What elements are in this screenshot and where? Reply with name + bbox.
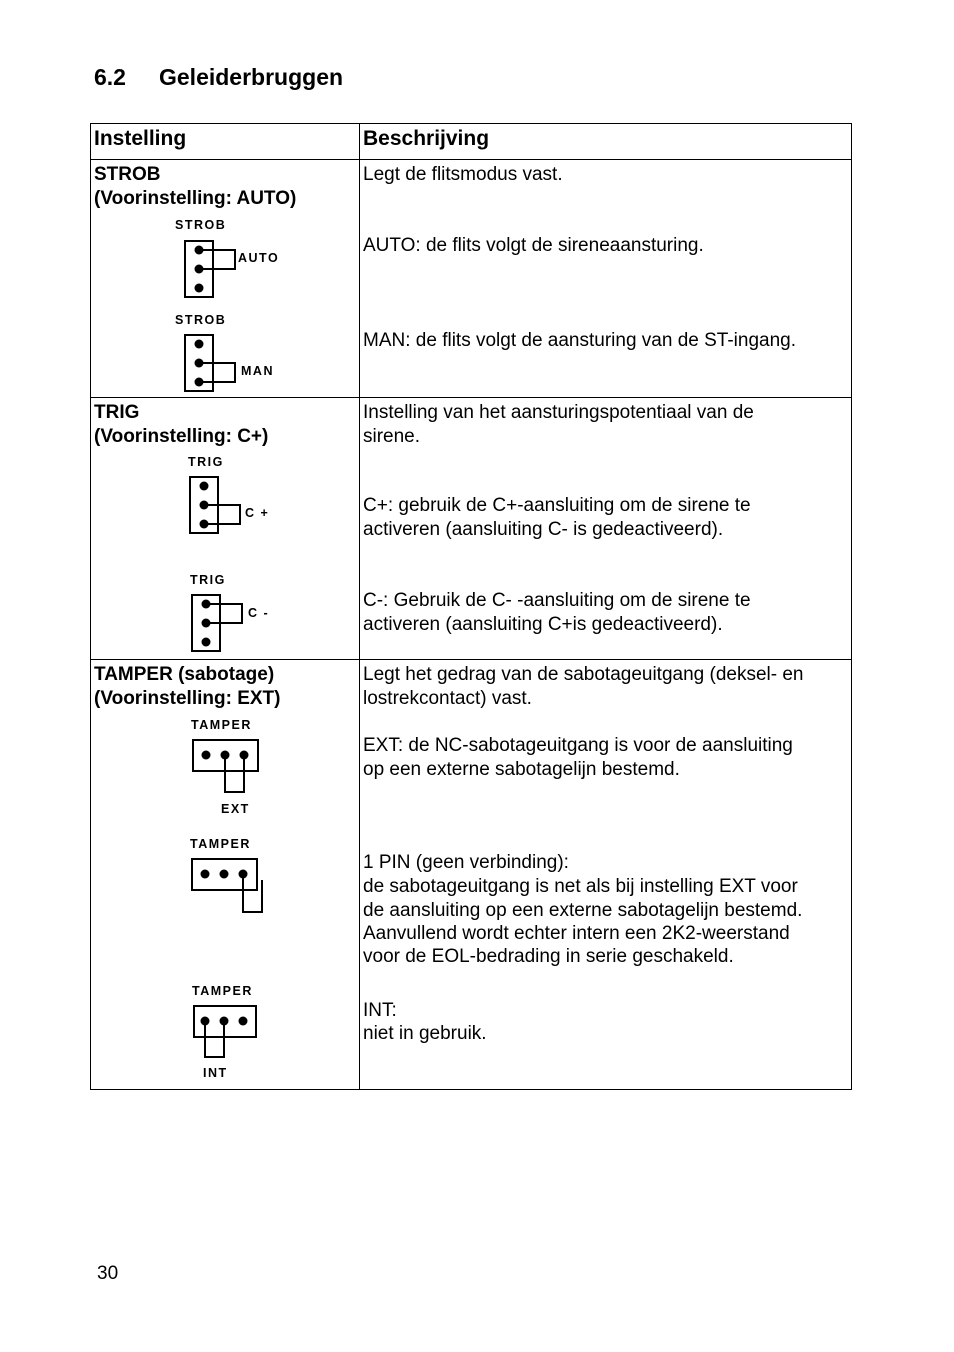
tamper-desc-intro-2: lostrekcontact) vast. xyxy=(363,688,532,709)
table-row-trig xyxy=(91,398,852,660)
tamper-desc-1pin-2: de sabotageuitgang is net als bij instelling EXT voor xyxy=(363,876,798,897)
strob-description-cell xyxy=(360,160,852,398)
trig-cminus-position-label: C - xyxy=(248,606,270,620)
table-row-tamper xyxy=(91,660,852,1090)
tamper-int-diagram-label: TAMPER xyxy=(192,984,253,998)
trig-desc-intro-2: sirene. xyxy=(363,426,421,447)
strob-name: STROB xyxy=(94,164,161,185)
trig-cplus-position-label: C + xyxy=(245,506,270,520)
tamper-ext-jumper-diagram xyxy=(191,738,261,796)
trig-default: (Voorinstelling: C+) xyxy=(94,426,269,447)
section-number: 6.2 xyxy=(94,64,126,90)
strob-auto-diagram-label: STROB xyxy=(175,218,227,232)
trig-cplus-jumper-diagram xyxy=(187,474,247,536)
header-setting: Instelling xyxy=(91,124,360,160)
tamper-1pin-jumper-diagram xyxy=(190,857,266,917)
header-description: Beschrijving xyxy=(360,124,852,160)
table-header-row xyxy=(91,124,852,160)
tamper-int-position-label: INT xyxy=(203,1066,228,1080)
tamper-setting-cell xyxy=(91,660,360,1090)
tamper-ext-diagram-label: TAMPER xyxy=(191,718,252,732)
strob-auto-position-label: AUTO xyxy=(238,251,280,265)
trig-desc-cplus-1: C+: gebruik de C+-aansluiting om de sirene te xyxy=(363,495,751,516)
strob-man-position-label: MAN xyxy=(241,364,274,378)
strob-auto-jumper-diagram xyxy=(181,238,241,300)
tamper-1pin-diagram-label: TAMPER xyxy=(190,837,251,851)
tamper-description-cell xyxy=(360,660,852,1090)
table-row-strob xyxy=(91,160,852,398)
tamper-desc-ext-2: op een externe sabotagelijn bestemd. xyxy=(363,759,680,780)
strob-desc-intro: Legt de flitsmodus vast. xyxy=(363,164,563,185)
strob-man-diagram-label: STROB xyxy=(175,313,227,327)
tamper-default: (Voorinstelling: EXT) xyxy=(94,688,281,709)
section-title: Geleiderbruggen xyxy=(159,64,344,90)
tamper-name: TAMPER (sabotage) xyxy=(94,664,275,685)
tamper-desc-ext-1: EXT: de NC-sabotageuitgang is voor de aansluiting xyxy=(363,735,793,756)
tamper-int-jumper-diagram xyxy=(192,1004,262,1062)
trig-setting-cell xyxy=(91,398,360,660)
trig-cminus-diagram-label: TRIG xyxy=(190,573,226,587)
section-heading xyxy=(94,64,343,91)
strob-man-jumper-diagram xyxy=(181,332,241,394)
strob-desc-man: MAN: de flits volgt de aansturing van de ST-ingang. xyxy=(363,330,797,351)
trig-description-cell xyxy=(360,398,852,660)
strob-default: (Voorinstelling: AUTO) xyxy=(94,188,297,209)
trig-desc-cplus-2: activeren (aansluiting C- is gedeactiveerd). xyxy=(363,519,724,540)
trig-desc-intro-1: Instelling van het aansturingspotentiaal van de xyxy=(363,402,754,423)
tamper-ext-position-label: EXT xyxy=(221,802,250,816)
jumper-table xyxy=(90,123,852,1090)
trig-desc-cminus-2: activeren (aansluiting C+is gedeactiveerd). xyxy=(363,614,723,635)
tamper-desc-1pin-1: 1 PIN (geen verbinding): xyxy=(363,852,569,873)
trig-cminus-jumper-diagram xyxy=(189,592,249,654)
strob-setting-cell xyxy=(91,160,360,398)
tamper-desc-1pin-4: Aanvullend wordt echter intern een 2K2-weerstand xyxy=(363,923,790,944)
strob-desc-auto: AUTO: de flits volgt de sireneaansturing. xyxy=(363,235,704,256)
tamper-desc-1pin-5: voor de EOL-bedrading in serie geschakeld. xyxy=(363,946,734,967)
tamper-desc-intro-1: Legt het gedrag van de sabotageuitgang (deksel- en xyxy=(363,664,804,685)
trig-name: TRIG xyxy=(94,402,140,423)
tamper-desc-int-2: niet in gebruik. xyxy=(363,1023,487,1044)
trig-cplus-diagram-label: TRIG xyxy=(188,455,224,469)
page-number: 30 xyxy=(97,1263,119,1284)
trig-desc-cminus-1: C-: Gebruik de C- -aansluiting om de sirene te xyxy=(363,590,751,611)
tamper-desc-int-1: INT: xyxy=(363,1000,397,1021)
tamper-desc-1pin-3: de aansluiting op een externe sabotagelijn bestemd. xyxy=(363,900,803,921)
